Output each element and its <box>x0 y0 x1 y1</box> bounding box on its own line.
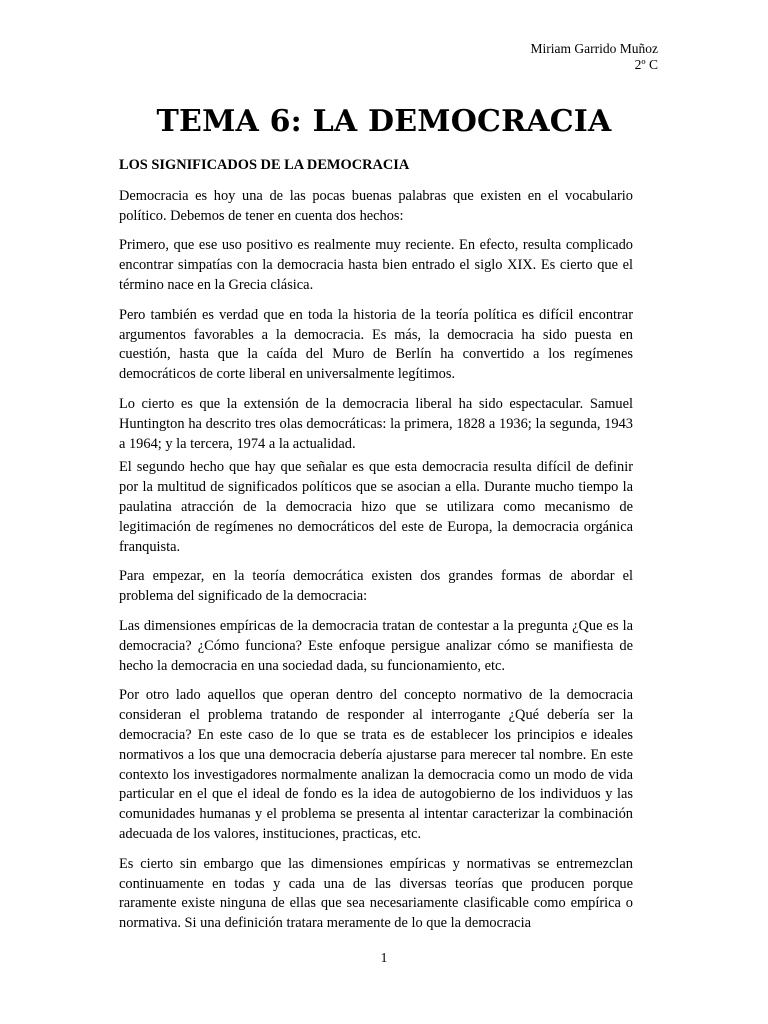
paragraph: Es cierto sin embargo que las dimensiones empíricas y normativas se entremezclan continuamente en todas y cada una de las diversas teorías que producen porque raramente existe ninguna de ellas que sea necesariamente clasificable como empírica o normativa. Si una definición tratara meramente de lo que la democracia <box>119 855 633 932</box>
paragraph: Democracia es hoy una de las pocas buenas palabras que existen en el vocabulario político. Debemos de tener en cuenta dos hechos: <box>119 187 633 224</box>
class-label: 2º C <box>634 57 658 72</box>
paragraph: Las dimensiones empíricas de la democracia tratan de contestar a la pregunta ¿Que es la democracia? ¿Cómo funciona? Este enfoque persigue analizar cómo se manifiesta de hecho la democracia en una sociedad dada, su funcionamiento, etc. <box>119 617 633 674</box>
author-name: Miriam Garrido Muñoz <box>530 41 658 56</box>
page-number: 1 <box>380 950 388 965</box>
page-header <box>531 41 658 73</box>
paragraph: El segundo hecho que hay que señalar es que esta democracia resulta difícil de definir por la multitud de significados políticos que se asocian a ella. Durante mucho tiempo la paulatina atracción de la democracia hizo que se utilizara como mecanismo de legitimación de regímenes no democráticos del este de Europa, la democracia orgánica franquista. <box>119 459 633 555</box>
paragraph: Lo cierto es que la extensión de la democracia liberal ha sido espectacular. Samuel Huntington ha descrito tres olas democráticas: la primera, 1828 a 1936; la segunda, 1943 a 1964; y la tercera, 1974 a la actualidad. <box>119 395 633 452</box>
document-title: TEMA 6: LA DEMOCRACIA <box>156 104 612 139</box>
paragraph: Primero, que ese uso positivo es realmente muy reciente. En efecto, resulta complicado encontrar simpatías con la democracia hasta bien entrado el siglo XIX. Es cierto que el término nace en la Grecia clásica. <box>119 237 633 293</box>
paragraph: Pero también es verdad que en toda la historia de la teoría política es difícil encontrar argumentos favorables a la democracia. Es más, la democracia ha sido puesta en cuestión, hasta que la caída del Muro de Berlín ha convertido a los regímenes democráticos de corte liberal en universalmente legítimos. <box>119 306 633 383</box>
document-body <box>119 156 633 944</box>
paragraph: Por otro lado aquellos que operan dentro del concepto normativo de la democracia consideran el problema tratando de responder al interrogante ¿Qué debería ser la democracia? En este caso de lo que se trata es de establecer los principios e ideales normativos a los que una democracia debería ajustarse para merecer tal nombre. En este contexto los investigadores normalmente analizan la democracia como un modo de vida particular en el que el ideal de fondo es la idea de autogobierno de los individuos y las comunidades humanas y el problema se presenta al intentar caracterizar la combinación adecuada de los valores, instituciones, practicas, etc. <box>119 687 633 842</box>
section-heading: LOS SIGNIFICADOS DE LA DEMOCRACIA <box>119 157 410 173</box>
paragraph: Para empezar, en la teoría democrática existen dos grandes formas de abordar el problema del significado de la democracia: <box>119 568 633 605</box>
